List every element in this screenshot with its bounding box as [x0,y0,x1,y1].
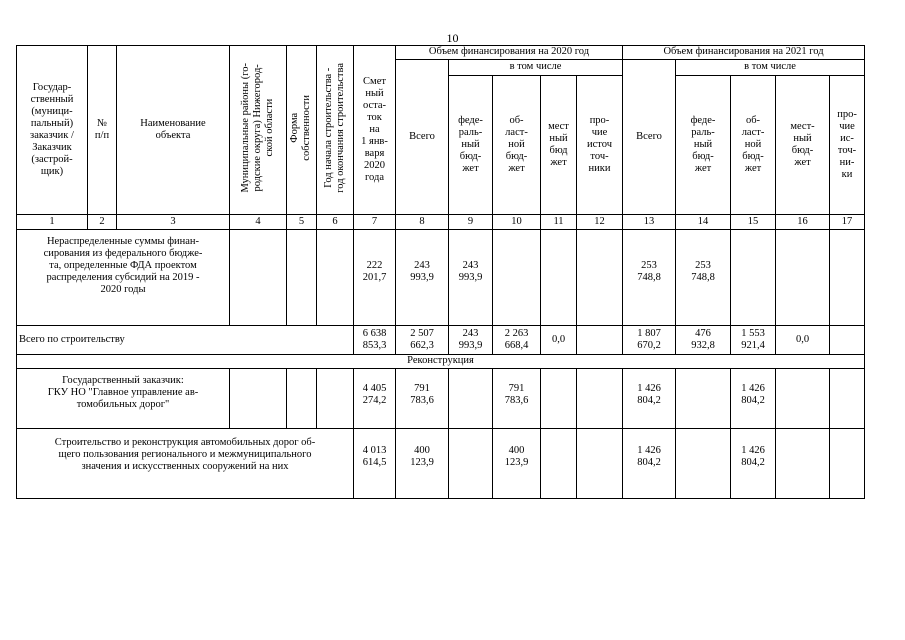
header-other-2021: про- чие ис- точ- ни- ки [830,76,865,215]
total-total-2021: 1 807 670,2 [623,326,676,355]
header-municipal: Муниципальные районы (го- родские округа) Нижегород- ской области [239,63,276,193]
col-number: 15 [731,215,776,230]
header-years: Год начала строительства - год окончания строительства [322,63,346,193]
header-balance: Смет ный оста- ток на 1 янв- варя 2020 года [354,46,396,215]
roads-regional-2021: 1 426 804,2 [731,429,776,499]
header-years-cell [317,46,354,215]
col-number: 11 [541,215,577,230]
roads-total-2020: 400 123,9 [396,429,449,499]
header-other-2020: про- чие источ точ- ники [577,76,623,215]
total-regional-2021: 1 553 921,4 [731,326,776,355]
total-federal-2021: 476 932,8 [676,326,731,355]
col-number: 14 [676,215,731,230]
col-number: 12 [577,215,623,230]
roads-balance: 4 013 614,5 [354,429,396,499]
col-number: 7 [354,215,396,230]
header-fin-2021: Объем финансирования на 2021 год [623,46,865,60]
header-incl-2021: в том числе [676,60,865,76]
header-incl-2020: в том числе [449,60,623,76]
total-federal-2020: 243 993,9 [449,326,493,355]
gku-balance: 4 405 274,2 [354,369,396,429]
col-number: 3 [117,215,230,230]
total-construction-label: Всего по строительству [17,326,354,355]
col-number: 1 [17,215,88,230]
row-gku [17,369,865,429]
gku-label: Государственный заказчик: ГКУ НО "Главное управление ав- томобильных дорог" [17,369,230,429]
header-ownership: Форма собственности [289,95,313,161]
total-balance: 6 638 853,3 [354,326,396,355]
col-number: 4 [230,215,287,230]
undistributed-total-2021: 253 748,8 [623,230,676,326]
roads-total-2021: 1 426 804,2 [623,429,676,499]
col-number: 2 [88,215,117,230]
header-ownership-cell [287,46,317,215]
header-customer: Государ- ственный (муници- пальный) заказчик / Заказчик (застрой- щик) [17,46,88,215]
row-total-construction [17,326,865,355]
col-number: 8 [396,215,449,230]
undistributed-label: Нераспределенные суммы финан- сирования из федерального бюдже- та, определенные ФДА проектом распределения субсидий на 2019 - 2020 годы [17,230,230,326]
col-number: 5 [287,215,317,230]
row-undistributed [17,230,865,326]
col-number: 16 [776,215,830,230]
col-number: 13 [623,215,676,230]
total-total-2020: 2 507 662,3 [396,326,449,355]
col-number: 10 [493,215,541,230]
row-roads [17,429,865,499]
financing-table [16,45,865,499]
gku-total-2020: 791 783,6 [396,369,449,429]
header-federal-2021: феде- раль- ный бюд- жет [676,76,731,215]
roads-label: Строительство и реконструкция автомобильных дорог об- щего пользования регионального и межмуниципального значения и искусственных сооружений на них [17,429,354,499]
roads-regional-2020: 400 123,9 [493,429,541,499]
header-regional-2021: об- ласт- ной бюд- жет [731,76,776,215]
header-fin-2020: Объем финансирования на 2020 год [396,46,623,60]
gku-total-2021: 1 426 804,2 [623,369,676,429]
gku-regional-2021: 1 426 804,2 [731,369,776,429]
header-local-2021: мест- ный бюд- жет [776,76,830,215]
row-reconstruction [17,355,865,369]
col-number: 17 [830,215,865,230]
header-regional-2020: об- ласт- ной бюд- жет [493,76,541,215]
col-number: 6 [317,215,354,230]
page-number: 10 [446,31,459,45]
undistributed-federal-2021: 253 748,8 [676,230,731,326]
undistributed-balance: 222 201,7 [354,230,396,326]
header-municipal-cell [230,46,287,215]
header-federal-2020: феде- раль- ный бюд- жет [449,76,493,215]
header-total-2021: Всего [623,60,676,215]
total-regional-2020: 2 263 668,4 [493,326,541,355]
header-object-name: Наименование объекта [117,46,230,215]
col-number: 9 [449,215,493,230]
header-local-2020: мест ный бюд жет [541,76,577,215]
total-local-2021: 0,0 [776,326,830,355]
reconstruction-heading: Реконструкция [17,355,865,369]
column-numbers-row [17,215,865,230]
header-np: № п/п [88,46,117,215]
header-total-2020: Всего [396,60,449,215]
undistributed-total-2020: 243 993,9 [396,230,449,326]
undistributed-federal-2020: 243 993,9 [449,230,493,326]
total-local-2020: 0,0 [541,326,577,355]
gku-regional-2020: 791 783,6 [493,369,541,429]
